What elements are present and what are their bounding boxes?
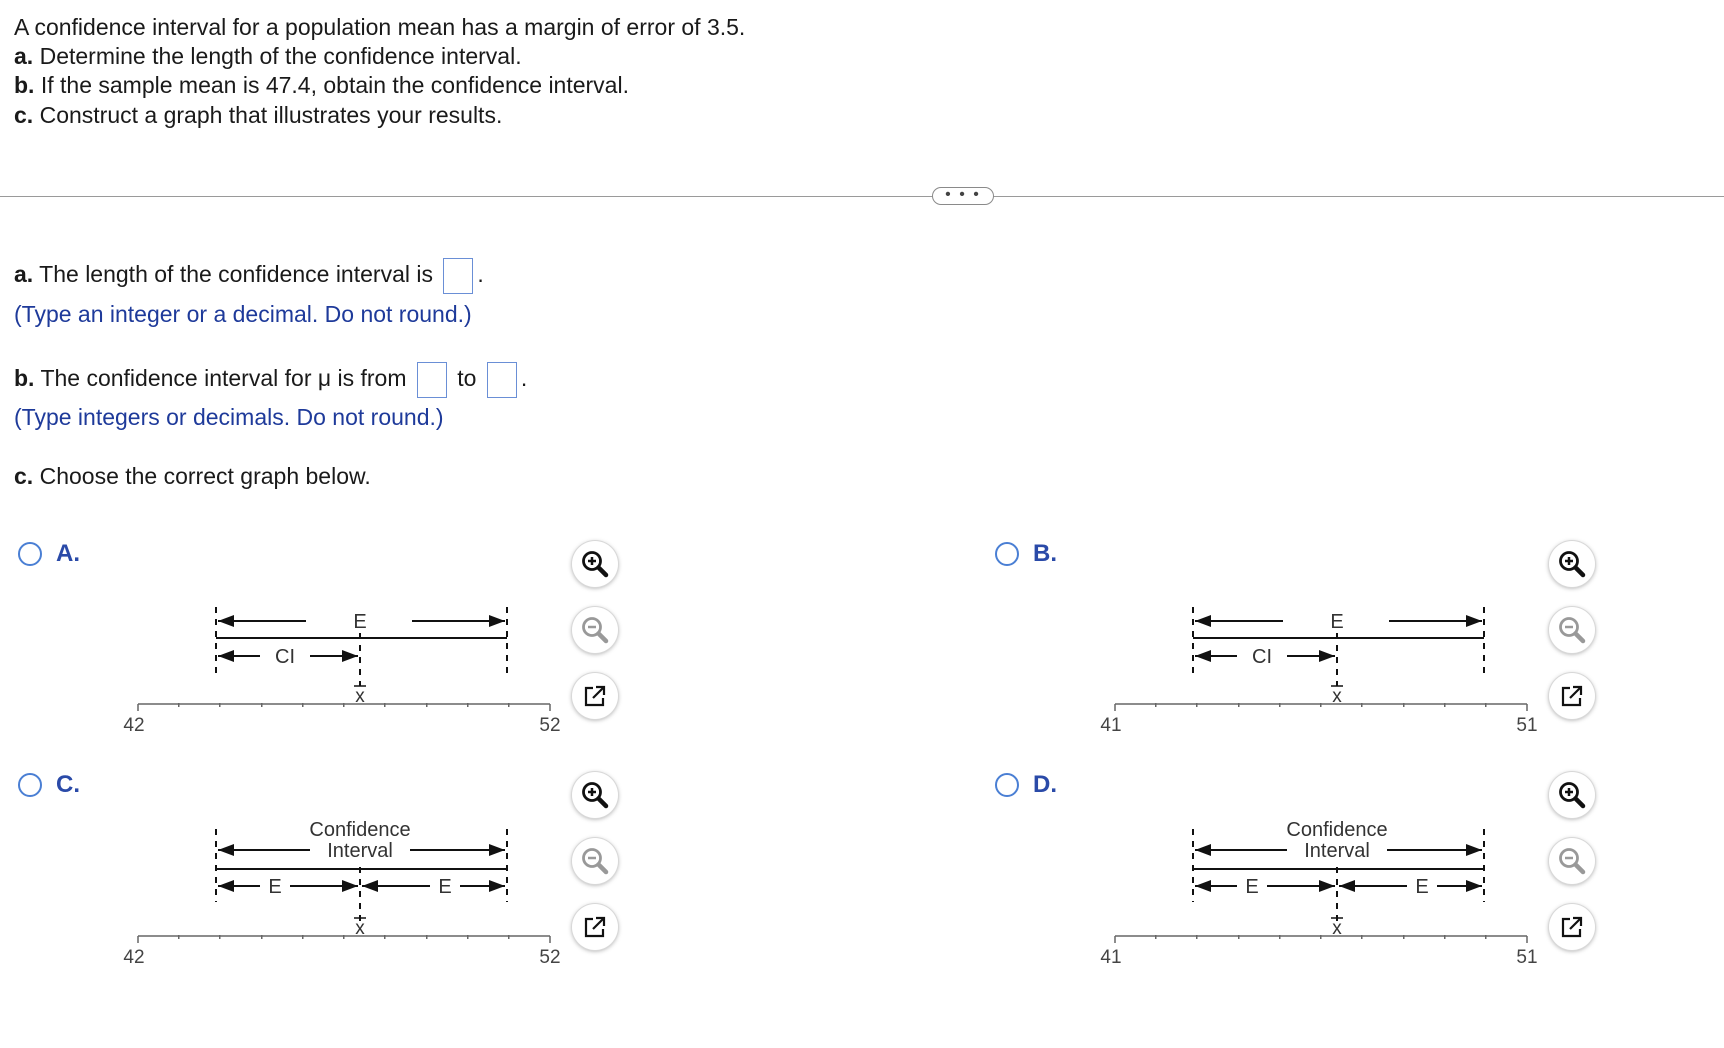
answer-a-hint: (Type an integer or a decimal. Do not round.): [14, 301, 472, 327]
popout-icon: [1556, 911, 1588, 943]
option-b-top-label: E: [1330, 611, 1344, 633]
zoom-out-icon: [579, 845, 611, 877]
option-d-popout-button[interactable]: [1549, 904, 1595, 950]
question-c-label: c.: [14, 102, 34, 128]
option-a-xbar: x: [355, 686, 365, 707]
zoom-out-icon: [579, 614, 611, 646]
option-a-bottom-label: CI: [275, 646, 295, 668]
option-a-radio[interactable]: [18, 542, 42, 566]
option-d-bottom-left-label: E: [1245, 876, 1259, 898]
option-b-tick-min: 41: [1100, 715, 1122, 736]
option-b-radio[interactable]: [995, 542, 1019, 566]
option-d-graph: [1087, 812, 1557, 982]
section-divider: [0, 196, 1724, 197]
question-part-c: [14, 100, 502, 130]
option-b-bottom-label: CI: [1252, 646, 1272, 668]
popout-icon: [579, 680, 611, 712]
option-b-zoom-in-button[interactable]: [1549, 541, 1595, 587]
option-c-popout-button[interactable]: [572, 904, 618, 950]
popout-icon: [579, 911, 611, 943]
option-b-graph: [1087, 590, 1557, 750]
option-d-bottom-right-label: E: [1415, 876, 1429, 898]
answer-b-hint: (Type integers or decimals. Do not round.): [14, 404, 444, 430]
answer-c-label: c.: [14, 463, 34, 489]
interval-to-input[interactable]: [487, 362, 517, 398]
answer-c-text: Choose the correct graph below.: [39, 463, 371, 489]
option-a-tick-min: 42: [123, 715, 145, 736]
more-button[interactable]: • • •: [932, 187, 994, 205]
option-d-label: D.: [1033, 771, 1057, 798]
option-b-xbar: x: [1332, 686, 1342, 707]
option-c-bottom-left-label: E: [268, 876, 282, 898]
option-c-xbar: x: [355, 918, 365, 939]
answer-b-label: b.: [14, 365, 35, 392]
answer-c-row: [14, 461, 371, 491]
option-c-tick-max: 52: [539, 947, 561, 968]
question-part-a: [14, 41, 522, 71]
option-c-graph: [110, 812, 580, 982]
question-intro: [14, 12, 745, 42]
answer-b-text: The confidence interval for μ is from: [40, 365, 407, 392]
question-a-label: a.: [14, 43, 34, 69]
option-b-tick-max: 51: [1516, 715, 1538, 736]
option-a-graph: [110, 590, 580, 750]
option-d-top-line1: Confidence: [1286, 819, 1388, 841]
option-d-tick-min: 41: [1100, 947, 1122, 968]
option-c-label: C.: [56, 771, 80, 798]
option-c-zoom-out-button[interactable]: [572, 838, 618, 884]
option-d-radio[interactable]: [995, 773, 1019, 797]
option-a-top-label: E: [353, 611, 367, 633]
zoom-in-icon: [579, 779, 611, 811]
option-c-radio[interactable]: [18, 773, 42, 797]
option-a-popout-button[interactable]: [572, 673, 618, 719]
answer-a-row: [14, 258, 484, 294]
option-b-zoom-out-button[interactable]: [1549, 607, 1595, 653]
option-a-zoom-in-button[interactable]: [572, 541, 618, 587]
question-c-text: Construct a graph that illustrates your results.: [39, 102, 503, 128]
zoom-out-icon: [1556, 614, 1588, 646]
zoom-in-icon: [579, 548, 611, 580]
popout-icon: [1556, 680, 1588, 712]
answer-b-to: to: [457, 365, 477, 392]
option-a-zoom-out-button[interactable]: [572, 607, 618, 653]
zoom-in-icon: [1556, 548, 1588, 580]
answer-b-row: [14, 362, 527, 398]
length-input[interactable]: [443, 258, 473, 294]
option-a-label: A.: [56, 540, 80, 567]
intro-text: A confidence interval for a population mean has a margin of error of 3.5.: [14, 14, 746, 40]
option-b-label: B.: [1033, 540, 1057, 567]
option-d-xbar: x: [1332, 918, 1342, 939]
option-d-top-line2: Interval: [1304, 840, 1370, 862]
option-c-top-line1: Confidence: [309, 819, 411, 841]
option-d-zoom-out-button[interactable]: [1549, 838, 1595, 884]
question-a-text: Determine the length of the confidence interval.: [39, 43, 522, 69]
option-c-zoom-in-button[interactable]: [572, 772, 618, 818]
question-b-label: b.: [14, 72, 35, 98]
option-d-tick-max: 51: [1516, 947, 1538, 968]
option-b-popout-button[interactable]: [1549, 673, 1595, 719]
question-b-text: If the sample mean is 47.4, obtain the confidence interval.: [40, 72, 629, 98]
zoom-out-icon: [1556, 845, 1588, 877]
option-d-zoom-in-button[interactable]: [1549, 772, 1595, 818]
option-c-tick-min: 42: [123, 947, 145, 968]
option-c-top-line2: Interval: [327, 840, 393, 862]
question-part-b: [14, 70, 629, 100]
option-c-bottom-right-label: E: [438, 876, 452, 898]
option-a-tick-max: 52: [539, 715, 561, 736]
answer-a-label: a.: [14, 261, 34, 288]
answer-a-text: The length of the confidence interval is: [39, 261, 433, 288]
zoom-in-icon: [1556, 779, 1588, 811]
interval-from-input[interactable]: [417, 362, 447, 398]
answer-b-period: .: [520, 365, 528, 392]
answer-a-period: .: [477, 261, 484, 288]
